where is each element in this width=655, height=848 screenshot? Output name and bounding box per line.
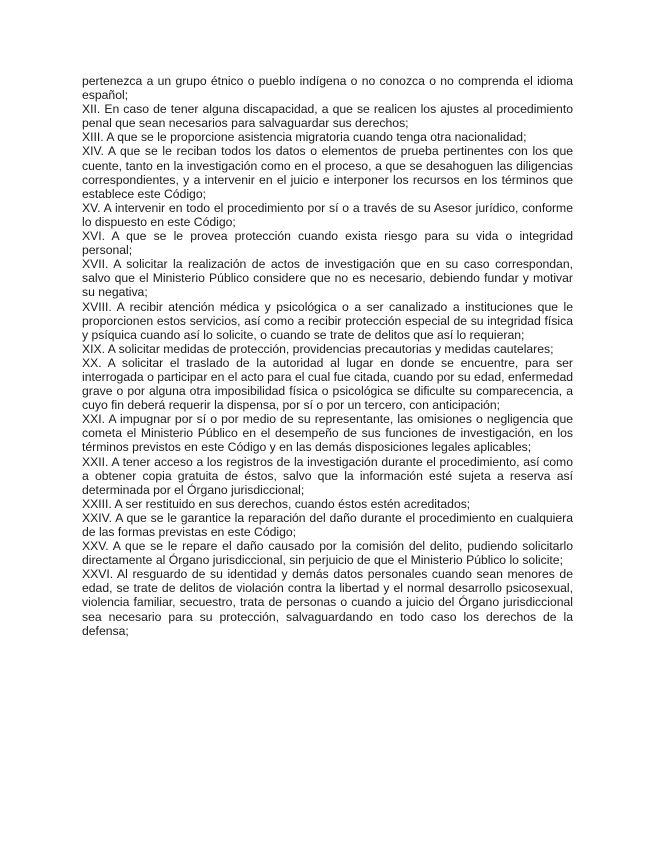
paragraph-fraction-xv: XV. A intervenir en todo el procedimiento por sí o a través de su Asesor jurídico, conforme lo dispuesto en este Código;: [82, 200, 573, 229]
paragraph-fraction-xxii: XXII. A tener acceso a los registros de la investigación durante el procedimiento, así como a obtener copia gratuita de éstos, salvo que la información esté sujeta a reserva así determinada por el Órgano jurisdiccional;: [82, 454, 573, 497]
paragraph-fraction-xii: XII. En caso de tener alguna discapacidad, a que se realicen los ajustes al procedimiento penal que sean necesarios para salvaguardar sus derechos;: [82, 102, 573, 131]
paragraph-fraction-xxi: XXI. A impugnar por sí o por medio de su representante, las omisiones o negligencia que cometa el Ministerio Público en el desempeño de sus funciones de investigación, en los términos previstos en este Código y en las demás disposiciones legales aplicables;: [82, 412, 573, 455]
paragraph-fraction-xiii: XIII. A que se le proporcione asistencia migratoria cuando tenga otra nacionalidad;: [82, 130, 527, 145]
paragraph-fraction-xviii: XVIII. A recibir atención médica y psicológica o a ser canalizado a instituciones que le proporcionen estos servicios, así como a recibir protección especial de su integridad física y psíquica cuando así lo solicite, o cuando se trate de delitos que así lo requieran;: [82, 299, 573, 342]
paragraph-fraction-xxv: XXV. A que se le repare el daño causado por la comisión del delito, pudiendo solicitarlo directamente al Órgano jurisdiccional, sin perjuicio de que el Ministerio Público lo solicite;: [82, 539, 573, 568]
paragraph-fraction-xix: XIX. A solicitar medidas de protección, providencias precautorias y medidas cautelares;: [82, 341, 554, 356]
paragraph-fraction-xxiv: XXIV. A que se le garantice la reparación del daño durante el procedimiento en cualquiera de las formas previstas en este Código;: [82, 510, 573, 539]
paragraph-continuation: pertenezca a un grupo étnico o pueblo indígena o no conozca o no comprenda el idioma español;: [82, 74, 573, 103]
paragraph-fraction-xiv: XIV. A que se le reciban todos los datos o elementos de prueba pertinentes con los que cuente, tanto en la investigación como en el proceso, a que se desahoguen las diligencias correspondientes, y a intervenir en el juicio e interponer los recursos en los términos que establece este Código;: [82, 144, 573, 201]
paragraph-fraction-xvi: XVI. A que se le provea protección cuando exista riesgo para su vida o integridad personal;: [82, 229, 573, 258]
document-page: [82, 74, 573, 638]
paragraph-fraction-xxiii: XXIII. A ser restituido en sus derechos, cuando éstos estén acreditados;: [82, 496, 471, 511]
paragraph-fraction-xx: XX. A solicitar el traslado de la autoridad al lugar en donde se encuentre, para ser interrogada o participar en el acto para el cual fue citada, cuando por su edad, enfermedad grave o por alguna otra imposibilidad física o psicológica se dificulte su comparecencia, a cuyo fin deberá requerir la dispensa, por sí o por un tercero, con anticipación;: [82, 355, 573, 413]
paragraph-fraction-xvii: XVII. A solicitar la realización de actos de investigación que en su caso correspondan, salvo que el Ministerio Público considere que no es necesario, debiendo fundar y motivar su negativa;: [82, 257, 573, 300]
paragraph-fraction-xxvi: XXVI. Al resguardo de su identidad y demás datos personales cuando sean menores de edad, se trate de delitos de violación contra la libertad y el normal desarrollo psicosexual, violencia familiar, secuestro, trata de personas o cuando a juicio del Órgano jurisdiccional sea necesario para su protección, salvaguardando en todo caso los derechos de la defensa;: [82, 567, 573, 638]
